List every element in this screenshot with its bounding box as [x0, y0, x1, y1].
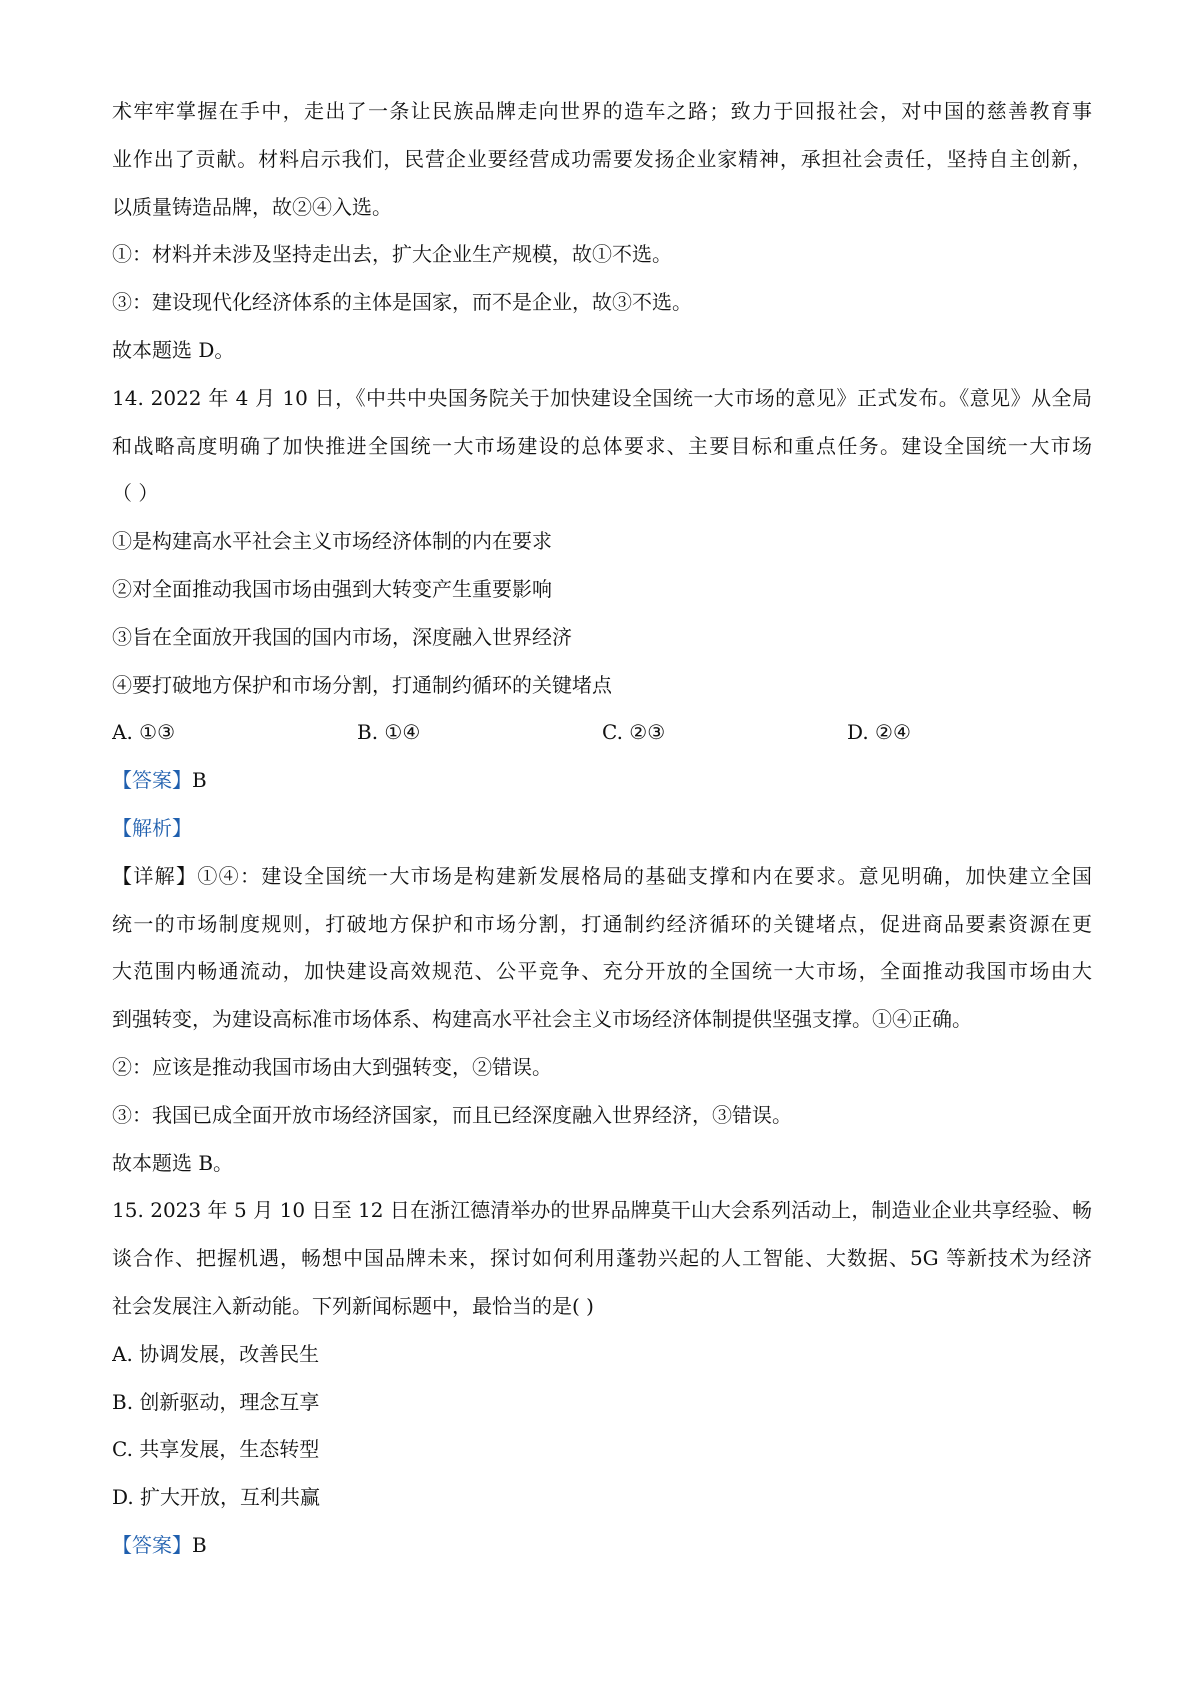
q14-option-b: B. ①④: [357, 720, 421, 745]
q13-explanation-line: 业作出了贡献。材料启示我们，民营企业要经营成功需要发扬企业家精神，承担社会责任，坚持自主创新，: [112, 146, 1092, 171]
detail-text: ①④：建设全国统一大市场是构建新发展格局的基础支撑和内在要求。意见明确，加快建立全国: [197, 863, 1092, 888]
q14-detail-line: 到强转变，为建设高标准市场体系、构建高水平社会主义市场经济体制提供坚强支撑。①④正确。: [112, 1007, 972, 1032]
q14-detail-line: 大范围内畅通流动，加快建设高效规范、公平竞争、充分开放的全国统一大市场，全面推动我国市场由大: [112, 959, 1092, 984]
q15-option-c: C. 共享发展，生态转型: [112, 1437, 320, 1462]
answer-value: B: [192, 768, 207, 793]
q15-stem-line: 社会发展注入新动能。下列新闻标题中，最恰当的是( ): [112, 1293, 594, 1318]
q14-detail-line: 统一的市场制度规则，打破地方保护和市场分割，打通制约经济循环的关键堵点，促进商品要素资源在更: [112, 911, 1092, 936]
q15-stem-line: 15. 2023 年 5 月 10 日至 12 日在浙江德清举办的世界品牌莫干山大会系列活动上，制造业企业共享经验、畅: [112, 1198, 1092, 1223]
analysis-tag: 【解析】: [112, 815, 192, 840]
q14-statement: ④要打破地方保护和市场分割，打通制约循环的关键堵点: [112, 672, 612, 697]
detail-tag: 【详解】: [112, 863, 198, 888]
q14-option-a: A. ①③: [112, 720, 176, 745]
q14-conclusion: 故本题选 B。: [112, 1150, 234, 1175]
q14-option-c: C. ②③: [602, 720, 666, 745]
q14-option-d: D. ②④: [847, 720, 911, 745]
q14-stem-line: （ ）: [112, 481, 159, 506]
q13-note: ③：建设现代化经济体系的主体是国家，而不是企业，故③不选。: [112, 290, 692, 315]
q14-detail-line: [112, 853, 1092, 901]
q14-analysis: [112, 805, 1092, 853]
answer-tag: 【答案】: [112, 1532, 192, 1557]
q15-stem-line: 谈合作、把握机遇，畅想中国品牌未来，探讨如何利用蓬勃兴起的人工智能、大数据、5G 等新技术为经济: [112, 1246, 1092, 1271]
q15-option-d: D. 扩大开放，互利共赢: [112, 1485, 321, 1510]
q13-conclusion: 故本题选 D。: [112, 337, 235, 362]
q14-note: ②：应该是推动我国市场由大到强转变，②错误。: [112, 1054, 552, 1079]
q15-option-a: A. 协调发展，改善民生: [112, 1341, 320, 1366]
q13-note: ①：材料并未涉及坚持走出去，扩大企业生产规模，故①不选。: [112, 242, 672, 267]
q14-options: [112, 709, 1092, 757]
answer-tag: 【答案】: [112, 768, 192, 793]
q14-statement: ①是构建高水平社会主义市场经济体制的内在要求: [112, 529, 552, 554]
answer-value: B: [192, 1532, 207, 1557]
q13-explanation-line: 以质量铸造品牌，故②④入选。: [112, 194, 392, 219]
q14-answer: [112, 757, 1092, 805]
q13-explanation-line: 术牢牢掌握在手中，走出了一条让民族品牌走向世界的造车之路；致力于回报社会，对中国的慈善教育事: [112, 99, 1092, 123]
q14-note: ③：我国已成全面开放市场经济国家，而且已经深度融入世界经济，③错误。: [112, 1102, 792, 1127]
q14-stem-line: 14. 2022 年 4 月 10 日，《中共中央国务院关于加快建设全国统一大市场的意见》正式发布。《意见》从全局: [112, 385, 1092, 410]
q14-statement: ②对全面推动我国市场由强到大转变产生重要影响: [112, 576, 552, 601]
q14-statement: ③旨在全面放开我国的国内市场，深度融入世界经济: [112, 624, 572, 649]
q15-option-b: B. 创新驱动，理念互享: [112, 1389, 320, 1414]
q14-stem-line: 和战略高度明确了加快推进全国统一大市场建设的总体要求、主要目标和重点任务。建设全国统一大市场: [112, 433, 1092, 458]
q15-answer: [112, 1522, 1092, 1570]
